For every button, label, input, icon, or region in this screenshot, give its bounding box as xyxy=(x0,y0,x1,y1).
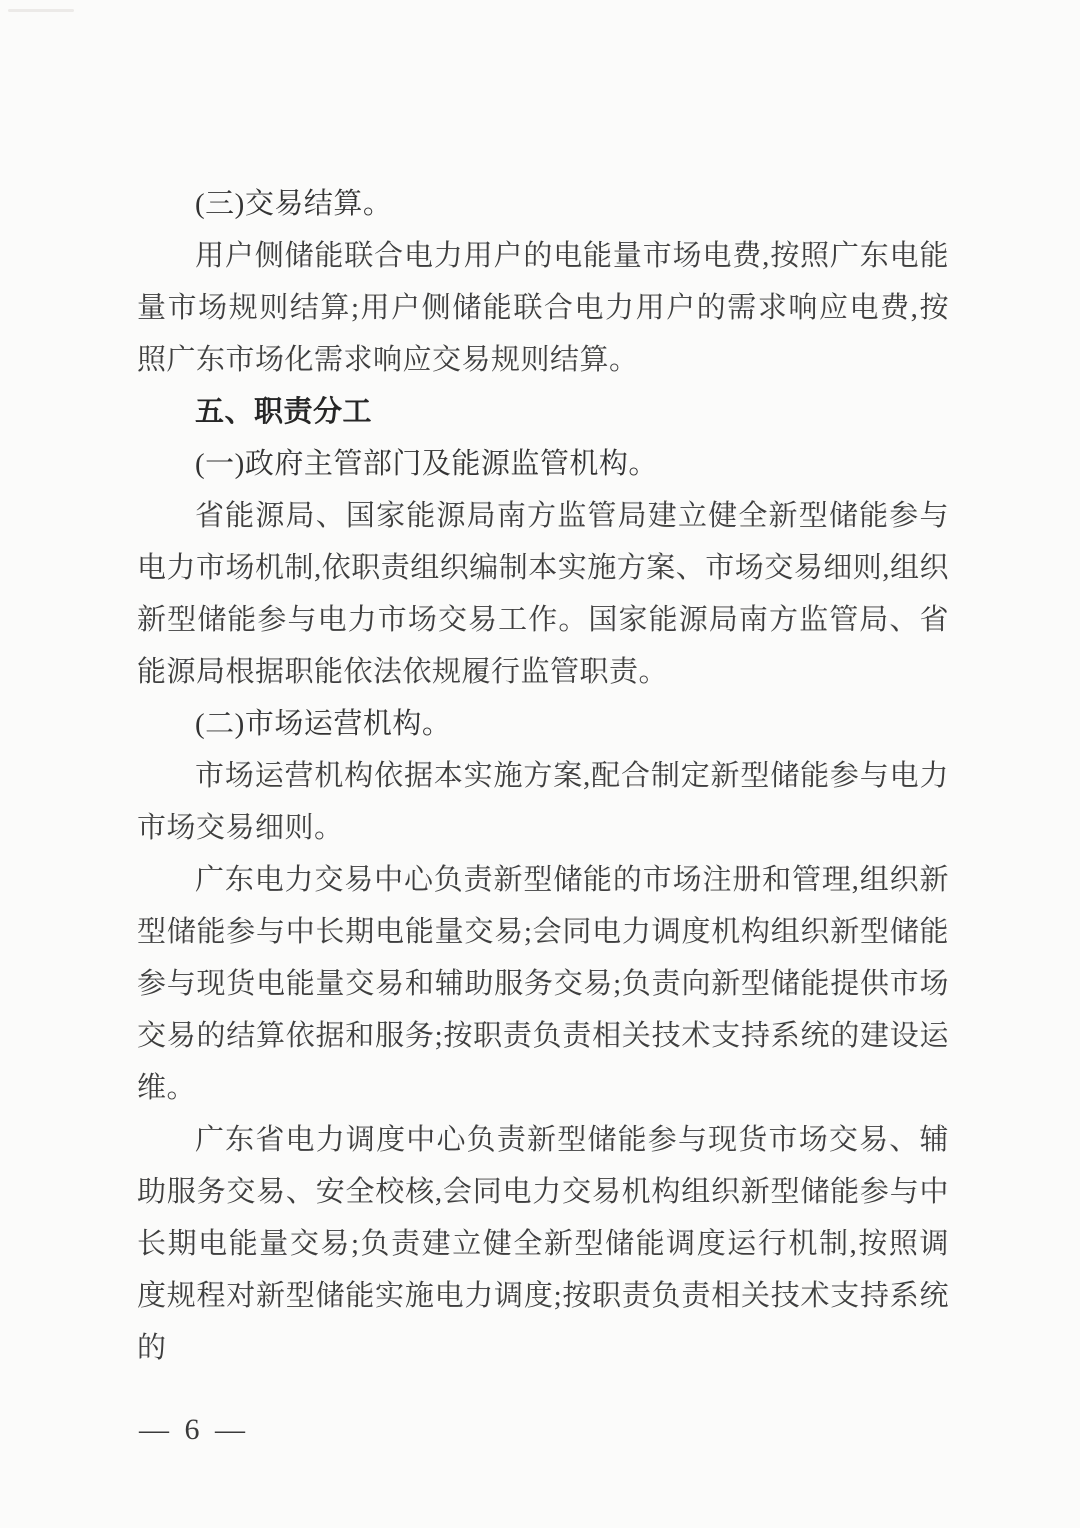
scan-artifact-line xyxy=(8,9,74,12)
paragraph-energy-bureau-duties: 省能源局、国家能源局南方监管局建立健全新型储能参与电力市场机制,依职责组织编制本实施方案、市场交易细则,组织新型储能参与电力市场交易工作。国家能源局南方监管局、省能源局根据职能依法依规履行监管职责。 xyxy=(137,500,950,688)
paragraph-guangdong-dispatch-center-duties: 广东省电力调度中心负责新型储能参与现货市场交易、辅助服务交易、安全校核,会同电力交易机构组织新型储能参与中长期电能量交易;负责建立健全新型储能调度运行机制,按照调度规程对新型储能实施电力调度;按职责负责相关技术支持系统的 xyxy=(137,1124,949,1364)
sub-heading-2-market-operators: (二)市场运营机构。 xyxy=(195,708,452,740)
page-number: — 6 — xyxy=(139,1413,249,1446)
document-text-block xyxy=(137,178,949,1374)
paragraph-settlement-rules: 用户侧储能联合电力用户的电能量市场电费,按照广东电能量市场规则结算;用户侧储能联合电力用户的需求响应电费,按照广东市场化需求响应交易规则结算。 xyxy=(137,240,949,376)
paragraph-market-operator-duties: 市场运营机构依据本实施方案,配合制定新型储能参与电力市场交易细则。 xyxy=(137,760,949,844)
sub-heading-3-trade-settlement: (三)交易结算。 xyxy=(195,188,393,220)
section-heading-5-duty-division: 五、职责分工 xyxy=(195,396,373,428)
paragraph-guangdong-power-exchange-duties: 广东电力交易中心负责新型储能的市场注册和管理,组织新型储能参与中长期电能量交易;会同电力调度机构组织新型储能参与现货电能量交易和辅助服务交易;负责向新型储能提供市场交易的结算依据和服务;按职责负责相关技术支持系统的建设运维。 xyxy=(137,864,949,1104)
sub-heading-1-government-departments: (一)政府主管部门及能源监管机构。 xyxy=(195,448,658,480)
